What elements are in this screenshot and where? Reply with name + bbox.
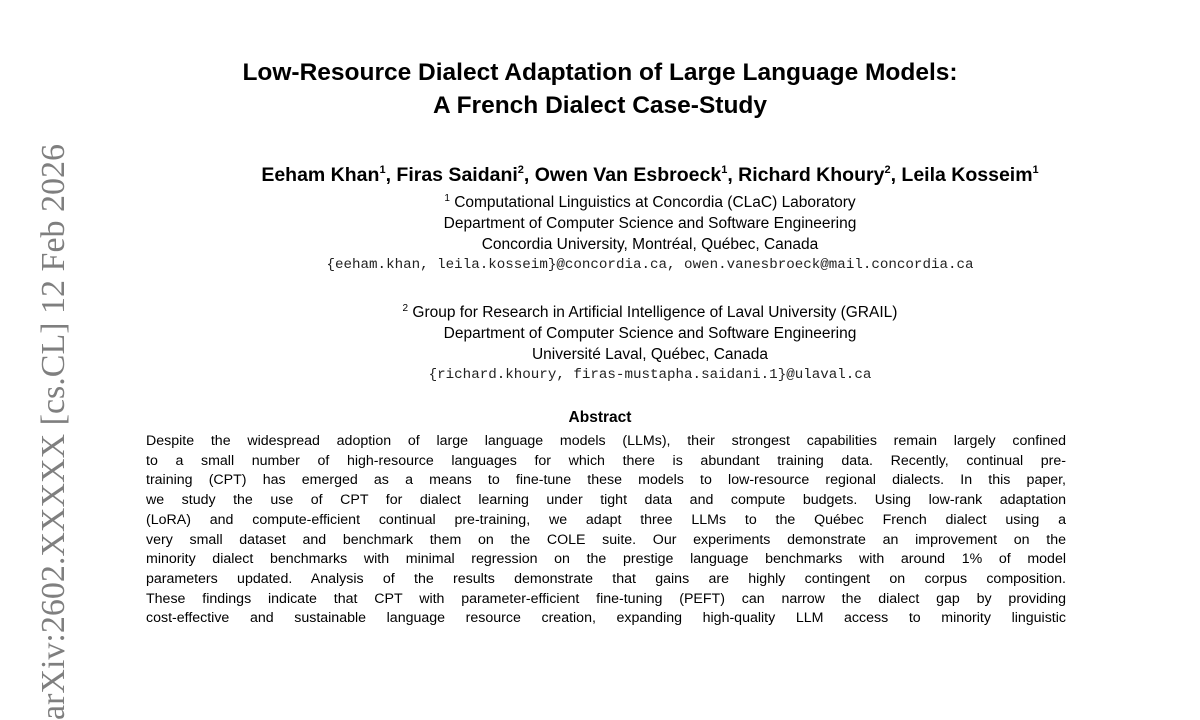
abstract-line: minority dialect benchmarks with minimal regression on the prestige language benchmarks with around 1% of model xyxy=(146,551,1066,568)
abstract-line: Despite the widespread adoption of large language models (LLMs), their strongest capabilities remain largely confined xyxy=(146,433,1066,449)
arxiv-stamp-text: arXiv:2602.XXXXX [cs.CL] 12 Feb 2026 xyxy=(35,143,72,720)
paper-title xyxy=(0,56,1200,122)
abstract-line: training (CPT) has emerged as a means to fine-tune these models to low-resource regional dialects. In this paper, xyxy=(146,472,1066,489)
author-list: Eeham Khan$^1$, Firas Saidani$^2$, Owen Van Esbroeck$^1$, Richard Khoury$^2$, Leila Kosseim$^1$ xyxy=(261,164,1039,186)
author-affiliation-mark: 1 xyxy=(1032,164,1039,176)
abstract-line: (LoRA) and compute-efficient continual pre-training, we adapt three LLMs to the Québec French dialect using a xyxy=(146,511,1066,528)
author-affiliation-mark: 2 xyxy=(517,164,524,176)
abstract-line: very small dataset and benchmark them on the COLE suite. Our experiments demonstrate an improvement on the xyxy=(146,531,1066,548)
author-affiliation-mark: 2 xyxy=(884,164,891,176)
author-affiliation-mark: 1 xyxy=(379,164,386,176)
abstract-line: to a small number of high-resource languages for which there is abundant training data. Recently, continual pre- xyxy=(146,452,1066,469)
abstract-text xyxy=(146,432,1066,629)
author-name: Owen Van Esbroeck xyxy=(534,164,722,186)
paper-title-line-2: A French Dialect Case-Study xyxy=(432,92,768,119)
arxiv-side-stamp xyxy=(24,143,84,720)
affiliation-emails: {eeham.khan, leila.kosseim}@concordia.ca, owen.vanesbroeck@mail.concordia.ca xyxy=(326,257,974,273)
affiliation-lab: Computational Linguistics at Concordia (CLaC) Laboratory xyxy=(454,194,856,211)
paper-title-line-1: Low-Resource Dialect Adaptation of Large Language Models: xyxy=(242,59,958,86)
affiliation-lab: Group for Research in Artificial Intelligence of Laval University (GRAIL) xyxy=(412,304,898,321)
author-affiliation-mark: 1 xyxy=(721,164,728,176)
abstract-line: cost-effective and sustainable language resource creation, expanding high-quality LLM access to minority linguistic xyxy=(146,610,1066,627)
affiliation-institution: Université Laval, Québec, Canada xyxy=(531,346,769,363)
author-name: Leila Kosseim xyxy=(901,164,1033,186)
affiliation-department: Department of Computer Science and Software Engineering xyxy=(443,325,857,342)
abstract-line: we study the use of CPT for dialect learning under tight data and compute budgets. Using low-rank adaptation xyxy=(146,492,1066,509)
author-name: Richard Khoury xyxy=(738,164,885,186)
author-name: Eeham Khan xyxy=(261,164,380,186)
author-name: Firas Saidani xyxy=(396,164,518,186)
abstract-line: These findings indicate that CPT with parameter-efficient fine-tuning (PEFT) can narrow the dialect gap by providing xyxy=(146,590,1066,607)
abstract-heading: Abstract xyxy=(568,409,632,426)
affiliation-block-1 xyxy=(100,192,1200,276)
affiliation-emails: {richard.khoury, firas-mustapha.saidani.1}@ulaval.ca xyxy=(428,367,872,383)
abstract-line: parameters updated. Analysis of the results demonstrate that gains are highly contingent on corpus composition. xyxy=(146,570,1066,587)
affiliation-mark: 2 xyxy=(402,303,409,314)
affiliation-institution: Concordia University, Montréal, Québec, Canada xyxy=(481,236,819,253)
affiliation-mark: 1 xyxy=(444,193,450,204)
affiliation-department: Department of Computer Science and Software Engineering xyxy=(443,215,857,232)
affiliation-block-2 xyxy=(100,302,1200,386)
